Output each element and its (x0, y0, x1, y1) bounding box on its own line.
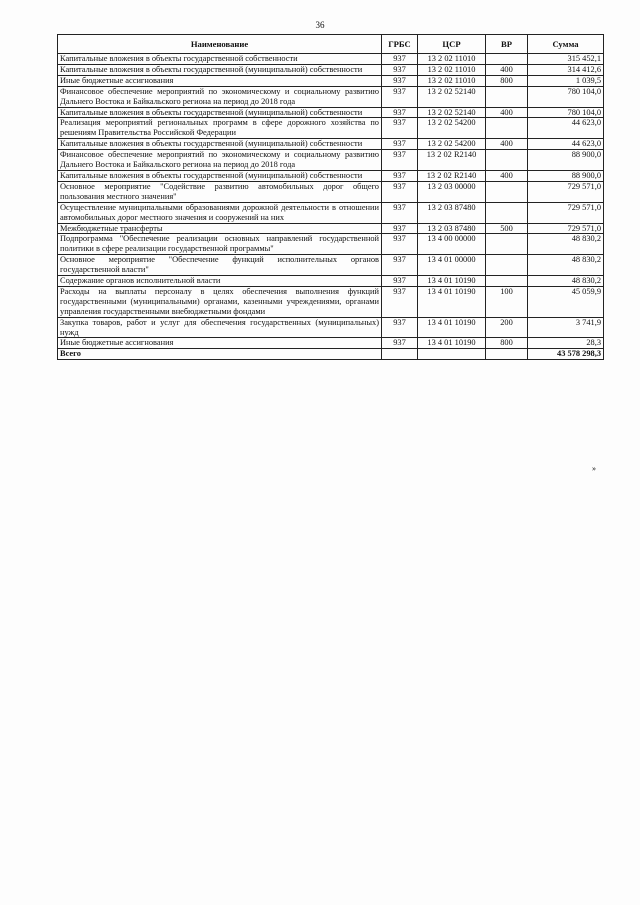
row-sum: 48 830,2 (528, 255, 604, 276)
table-row (58, 86, 604, 107)
page-number: 36 (315, 20, 325, 30)
row-vr: 500 (486, 223, 528, 234)
row-csr: 13 2 02 54200 (418, 118, 486, 139)
row-grbs: 937 (382, 150, 418, 171)
total-label: Всего (58, 349, 382, 360)
row-vr: 400 (486, 139, 528, 150)
total-row (58, 349, 604, 360)
row-sum: 44 623,0 (528, 139, 604, 150)
row-grbs: 937 (382, 64, 418, 75)
row-vr: 800 (486, 75, 528, 86)
table-row (58, 139, 604, 150)
total-vr (486, 349, 528, 360)
row-sum: 729 571,0 (528, 223, 604, 234)
table-row (58, 223, 604, 234)
row-grbs: 937 (382, 234, 418, 255)
header-vr: ВР (486, 35, 528, 54)
row-csr: 13 4 01 10190 (418, 286, 486, 317)
row-sum: 48 830,2 (528, 234, 604, 255)
row-name: Иные бюджетные ассигнования (58, 338, 382, 349)
budget-table (57, 34, 604, 360)
row-sum: 315 452,1 (528, 54, 604, 65)
row-vr (486, 276, 528, 287)
row-csr: 13 2 03 87480 (418, 223, 486, 234)
row-name: Содержание органов исполнительной власти (58, 276, 382, 287)
row-grbs: 937 (382, 54, 418, 65)
row-vr (486, 255, 528, 276)
row-sum: 780 104,0 (528, 86, 604, 107)
row-csr: 13 2 02 54200 (418, 139, 486, 150)
header-name: Наименование (58, 35, 382, 54)
row-vr (486, 118, 528, 139)
row-name: Осуществление муниципальными образованиями дорожной деятельности в отношении автомобильных дорог местного значения и сооружений на них (58, 202, 382, 223)
row-name: Иные бюджетные ассигнования (58, 75, 382, 86)
row-grbs: 937 (382, 75, 418, 86)
table-row (58, 317, 604, 338)
total-grbs (382, 349, 418, 360)
row-vr (486, 150, 528, 171)
row-csr: 13 2 02 52140 (418, 107, 486, 118)
total-sum: 43 578 298,3 (528, 349, 604, 360)
row-csr: 13 2 02 R2140 (418, 170, 486, 181)
row-sum: 729 571,0 (528, 202, 604, 223)
row-vr (486, 234, 528, 255)
row-sum: 48 830,2 (528, 276, 604, 287)
table-row (58, 202, 604, 223)
row-csr: 13 2 02 R2140 (418, 150, 486, 171)
row-grbs: 937 (382, 317, 418, 338)
header-row (58, 35, 604, 54)
row-name: Капитальные вложения в объекты государственной (муниципальной) собственности (58, 139, 382, 150)
table-row (58, 75, 604, 86)
row-grbs: 937 (382, 223, 418, 234)
row-csr: 13 4 01 10190 (418, 317, 486, 338)
row-csr: 13 2 02 52140 (418, 86, 486, 107)
header-sum: Сумма (528, 35, 604, 54)
row-name: Основное мероприятие "Содействие развитию автомобильных дорог общего пользования местного значения" (58, 181, 382, 202)
table-body (58, 54, 604, 360)
row-csr: 13 2 02 11010 (418, 64, 486, 75)
table-row (58, 286, 604, 317)
row-vr (486, 202, 528, 223)
table-row (58, 255, 604, 276)
row-vr: 400 (486, 107, 528, 118)
row-sum: 88 900,0 (528, 150, 604, 171)
table-row (58, 107, 604, 118)
table-row (58, 181, 604, 202)
row-grbs: 937 (382, 170, 418, 181)
row-vr (486, 86, 528, 107)
row-name: Реализация мероприятий региональных программ в сфере дорожного хозяйства по решениям Правительства Российской Федерации (58, 118, 382, 139)
row-grbs: 937 (382, 255, 418, 276)
row-vr: 400 (486, 170, 528, 181)
row-name: Капитальные вложения в объекты государственной (муниципальной) собственности (58, 64, 382, 75)
row-vr (486, 54, 528, 65)
table-row (58, 338, 604, 349)
row-grbs: 937 (382, 118, 418, 139)
row-grbs: 937 (382, 276, 418, 287)
row-csr: 13 4 00 00000 (418, 234, 486, 255)
table-row (58, 64, 604, 75)
row-name: Капитальные вложения в объекты государственной (муниципальной) собственности (58, 107, 382, 118)
row-name: Капитальные вложения в объекты государственной (муниципальной) собственности (58, 170, 382, 181)
table-row (58, 118, 604, 139)
row-name: Капитальные вложения в объекты государственной собственности (58, 54, 382, 65)
row-name: Финансовое обеспечение мероприятий по экономическому и социальному развитию Дальнего Востока и Байкальского региона на период до 2018 года (58, 150, 382, 171)
table-row (58, 276, 604, 287)
row-grbs: 937 (382, 202, 418, 223)
row-grbs: 937 (382, 338, 418, 349)
row-grbs: 937 (382, 139, 418, 150)
header-grbs: ГРБС (382, 35, 418, 54)
table-row (58, 54, 604, 65)
table-row (58, 150, 604, 171)
row-csr: 13 2 02 11010 (418, 75, 486, 86)
row-csr: 13 4 01 00000 (418, 255, 486, 276)
row-sum: 780 104,0 (528, 107, 604, 118)
row-vr: 200 (486, 317, 528, 338)
row-sum: 1 039,5 (528, 75, 604, 86)
row-sum: 3 741,9 (528, 317, 604, 338)
row-csr: 13 4 01 10190 (418, 276, 486, 287)
row-sum: 729 571,0 (528, 181, 604, 202)
row-csr: 13 2 03 00000 (418, 181, 486, 202)
row-name: Подпрограмма "Обеспечение реализации основных направлений государственной политики в сфере реализации государственной программы" (58, 234, 382, 255)
table-header (58, 35, 604, 54)
row-name: Расходы на выплаты персоналу в целях обеспечения выполнения функций государственными (муниципальными) органами, казенными учреждениями, органами управления государственными внебюджетными фондами (58, 286, 382, 317)
row-csr: 13 2 03 87480 (418, 202, 486, 223)
table-row (58, 170, 604, 181)
row-name: Межбюджетные трансферты (58, 223, 382, 234)
row-sum: 44 623,0 (528, 118, 604, 139)
row-vr: 100 (486, 286, 528, 317)
row-name: Закупка товаров, работ и услуг для обеспечения государственных (муниципальных) нужд (58, 317, 382, 338)
row-name: Основное мероприятие "Обеспечение функций исполнительных органов государственной власти" (58, 255, 382, 276)
row-name: Финансовое обеспечение мероприятий по экономическому и социальному развитию Дальнего Востока и Байкальского региона на период до 2018 года (58, 86, 382, 107)
total-csr (418, 349, 486, 360)
row-vr: 800 (486, 338, 528, 349)
row-grbs: 937 (382, 181, 418, 202)
row-grbs: 937 (382, 107, 418, 118)
header-csr: ЦСР (418, 35, 486, 54)
row-grbs: 937 (382, 86, 418, 107)
row-sum: 45 059,9 (528, 286, 604, 317)
row-sum: 88 900,0 (528, 170, 604, 181)
row-sum: 314 412,6 (528, 64, 604, 75)
continuation-mark: » (592, 464, 596, 473)
row-csr: 13 4 01 10190 (418, 338, 486, 349)
row-csr: 13 2 02 11010 (418, 54, 486, 65)
row-sum: 28,3 (528, 338, 604, 349)
table-row (58, 234, 604, 255)
row-vr (486, 181, 528, 202)
row-grbs: 937 (382, 286, 418, 317)
row-vr: 400 (486, 64, 528, 75)
